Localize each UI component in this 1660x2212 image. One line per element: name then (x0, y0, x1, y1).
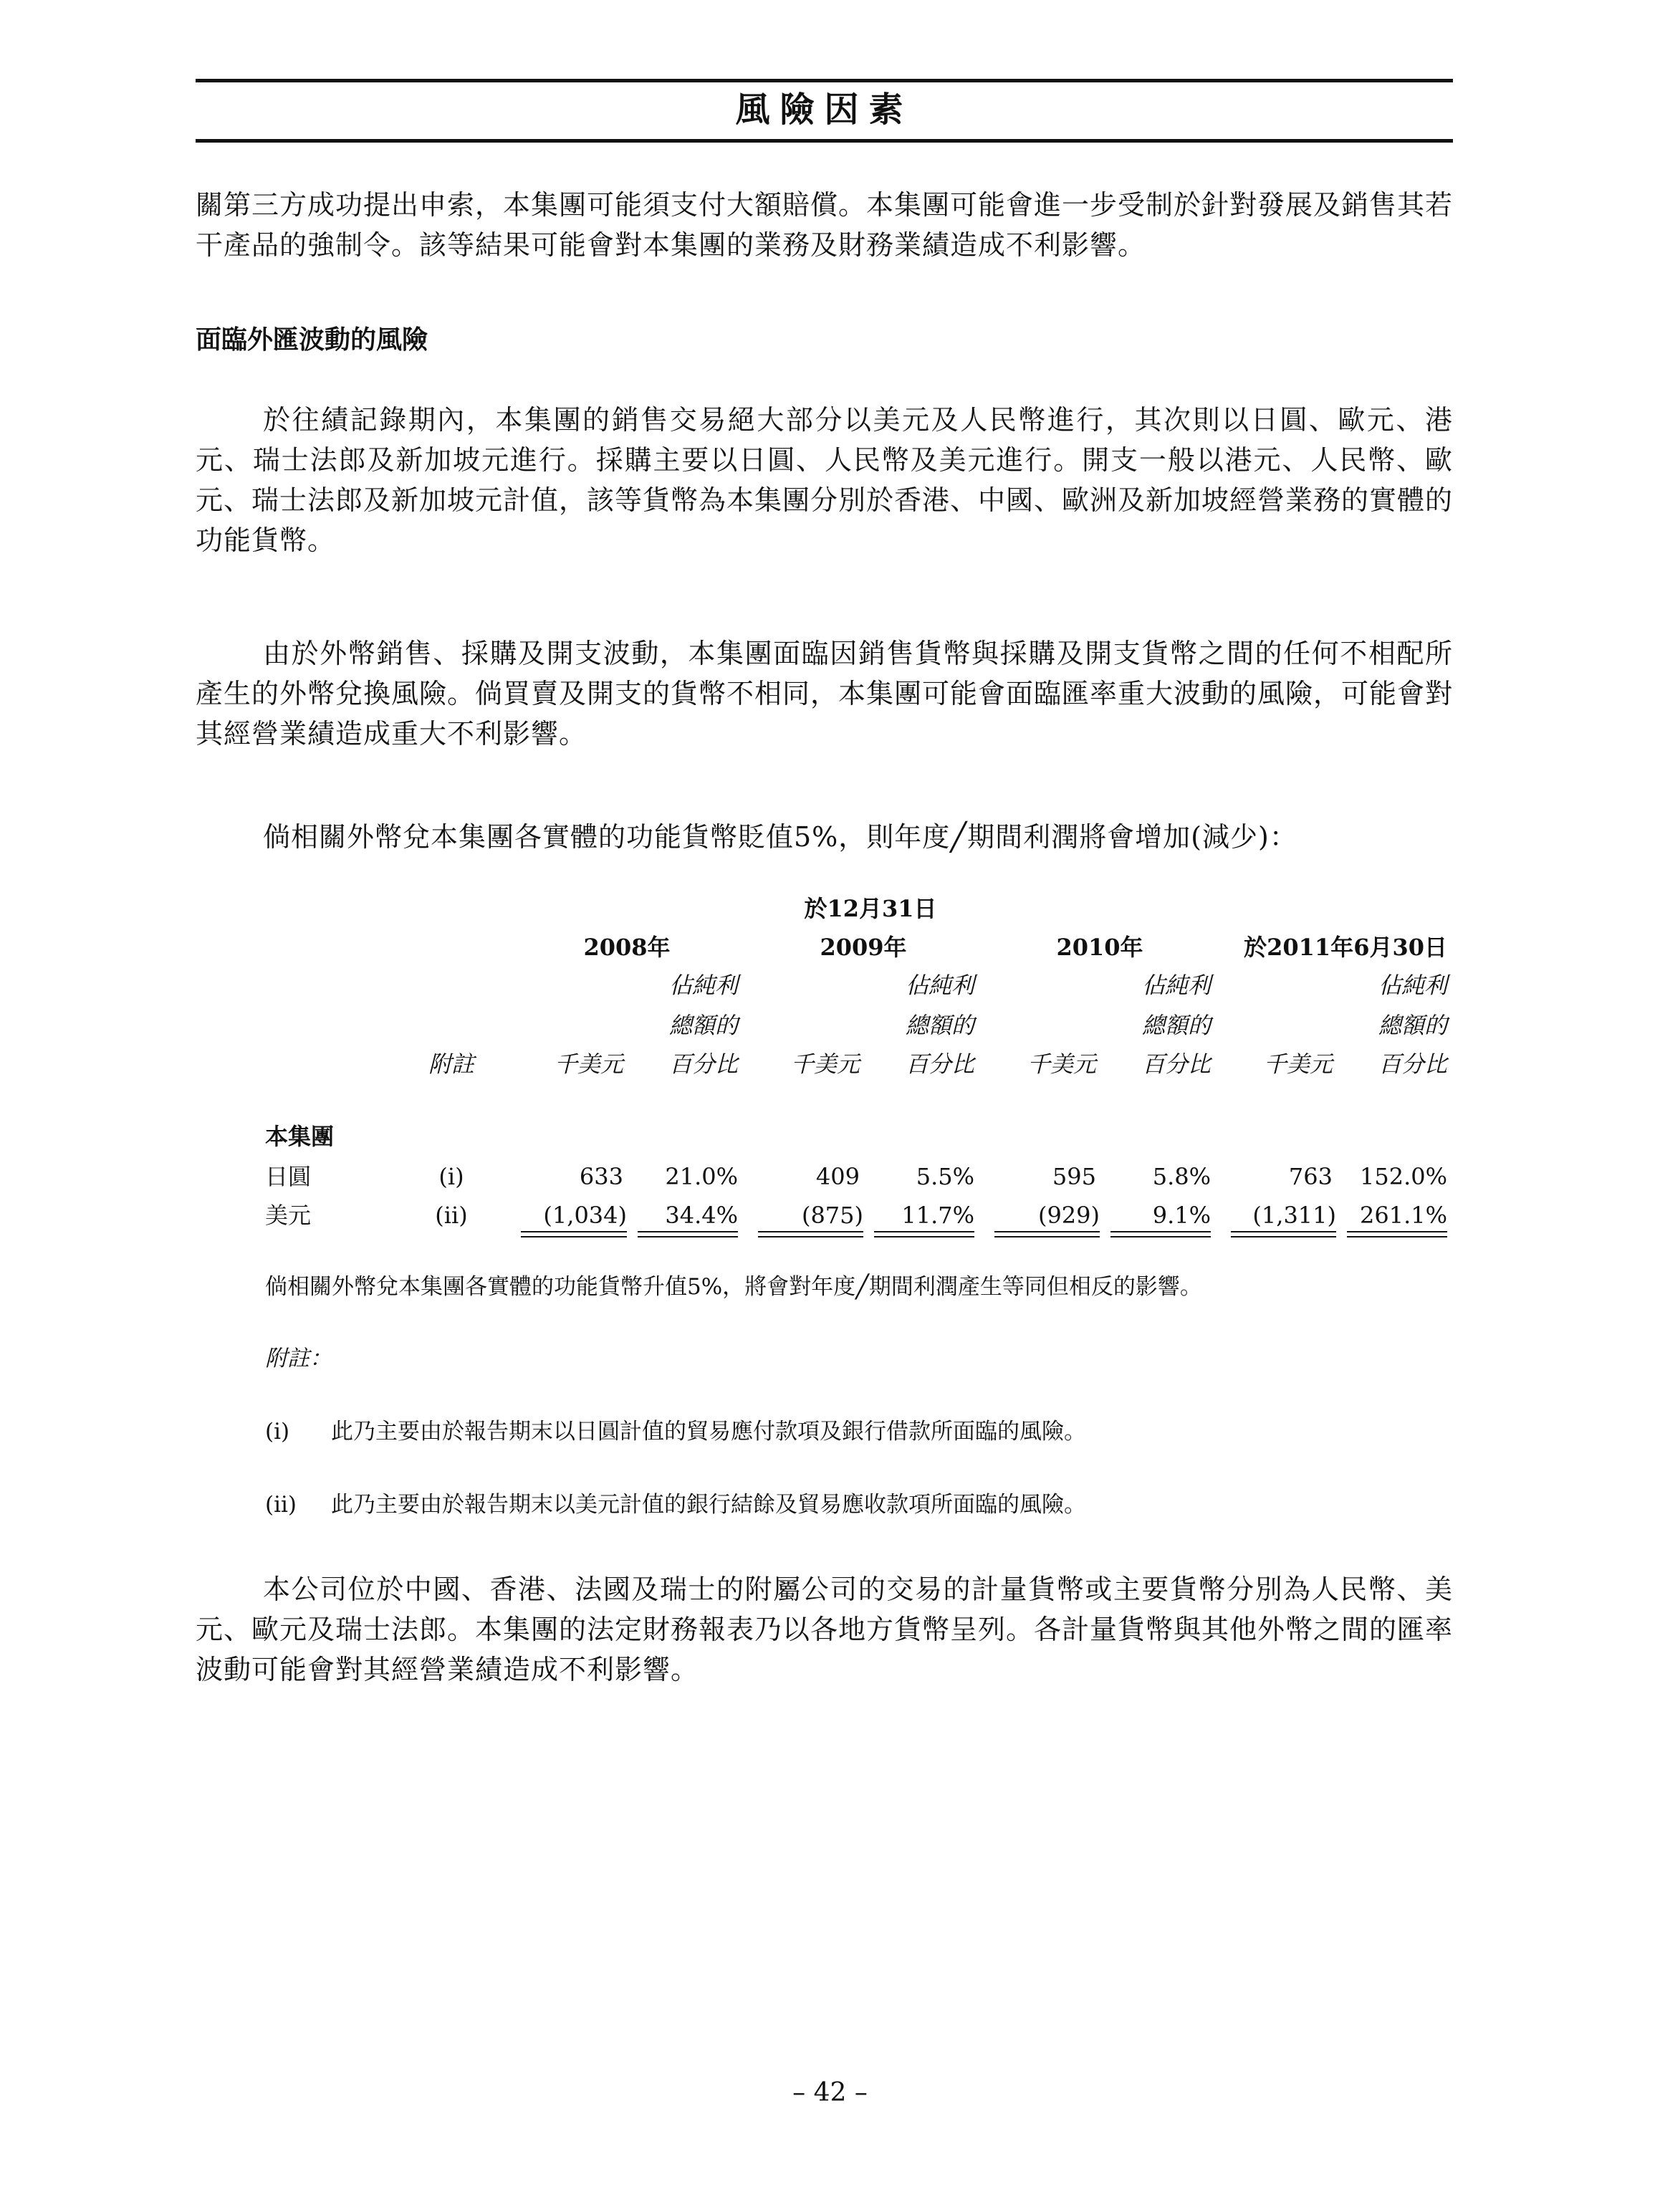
table-cell: 21.0% (665, 1163, 738, 1190)
table-cell: 34.4% (665, 1202, 738, 1229)
page-number: – 42 – (792, 2078, 868, 2107)
paragraph-3: 倘相關外幣兌本集團各實體的功能貨幣貶值5%，則年度╱期間利潤將會增加(減少)： (263, 821, 1297, 853)
table-cell: 9.1% (1152, 1202, 1211, 1229)
period-header-2010: 2010年 (1056, 934, 1143, 961)
table-row-note: (i) (438, 1163, 464, 1190)
notes-title: 附註： (265, 1346, 332, 1371)
total-underline (1347, 1231, 1447, 1232)
table-section-label: 本集團 (265, 1123, 335, 1150)
total-underline (1347, 1236, 1447, 1237)
table-cell: (1,311) (1252, 1202, 1336, 1229)
period-header-2011: 於2011年6月30日 (1244, 934, 1447, 961)
pct-header-line1: 佔純利 (905, 972, 974, 999)
period-header-2008: 2008年 (583, 934, 671, 961)
table-cell: (929) (1037, 1202, 1100, 1229)
pct-header-line3: 百分比 (1141, 1050, 1211, 1078)
table-cell: 11.7% (901, 1202, 974, 1229)
amount-header: 千美元 (1027, 1050, 1096, 1078)
total-underline (1231, 1236, 1336, 1237)
header-rule-top (196, 79, 1453, 82)
note-marker: (ii) (265, 1492, 297, 1518)
total-underline (1231, 1231, 1336, 1232)
table-cell: 595 (1052, 1163, 1096, 1190)
total-underline (1110, 1236, 1211, 1237)
total-underline (994, 1236, 1100, 1237)
final-paragraph: 本公司位於中國、香港、法國及瑞士的附屬公司的交易的計量貨幣或主要貨幣分別為人民幣、美元、歐元及瑞士法郎。本集團的法定財務報表乃以各地方貨幣呈列。各計量貨幣與其他外幣之間的匯率波動可能會對其經營業績造成不利影響。 (196, 1574, 1454, 1685)
note-column-header: 附註 (428, 1050, 474, 1078)
note-text: 此乃主要由於報告期末以日圓計值的貿易應付款項及銀行借款所面臨的風險。 (331, 1419, 1086, 1445)
pct-header-line2: 總額的 (1378, 1012, 1447, 1039)
table-row-note: (ii) (435, 1202, 468, 1229)
note-text: 此乃主要由於報告期末以美元計值的銀行結餘及貿易應收款項所面臨的風險。 (331, 1492, 1086, 1518)
total-underline (994, 1231, 1100, 1232)
period-header-2009: 2009年 (820, 934, 907, 961)
paragraph-2: 由於外幣銷售、採購及開支波動，本集團面臨因銷售貨幣與採購及開支貨幣之間的任何不相配所產生的外幣兌換風險。倘買賣及開支的貨幣不相同，本集團可能會面臨匯率重大波動的風險，可能會對其經營業績造成重大不利影響。 (196, 638, 1454, 750)
total-underline (758, 1236, 863, 1237)
table-cell: (1,034) (543, 1202, 627, 1229)
table-cell: 763 (1288, 1163, 1333, 1190)
pct-header-line3: 百分比 (905, 1050, 974, 1078)
total-underline (638, 1236, 738, 1237)
total-underline (521, 1236, 627, 1237)
pct-header-line3: 百分比 (1378, 1050, 1447, 1078)
amount-header: 千美元 (554, 1050, 623, 1078)
total-underline (874, 1231, 974, 1232)
table-cell: 5.8% (1152, 1163, 1211, 1190)
table-row-label: 日圓 (265, 1163, 312, 1190)
total-underline (521, 1231, 627, 1232)
paragraph-1: 於往績記錄期內，本集團的銷售交易絕大部分以美元及人民幣進行，其次則以日圓、歐元、港元、瑞士法郎及新加坡元進行。採購主要以日圓、人民幣及美元進行。開支一般以港元、人民幣、歐元、瑞士法郎及新加坡元計值，該等貨幣為本集團分別於香港、中國、歐洲及新加坡經營業務的實體的功能貨幣。 (196, 404, 1454, 556)
total-underline (638, 1231, 738, 1232)
note-marker: (i) (265, 1419, 290, 1445)
amount-header: 千美元 (790, 1050, 860, 1078)
page-title: 風險因素 (735, 90, 913, 130)
total-underline (1110, 1231, 1211, 1232)
table-cell: 261.1% (1359, 1202, 1447, 1229)
total-underline (874, 1236, 974, 1237)
table-cell: 409 (815, 1163, 860, 1190)
header-rule-bottom (196, 139, 1453, 143)
table-cell: 633 (579, 1163, 623, 1190)
pct-header-line1: 佔純利 (668, 972, 738, 999)
pct-header-line2: 總額的 (905, 1012, 974, 1039)
section-heading: 面臨外匯波動的風險 (196, 325, 428, 355)
after-table-text: 倘相關外幣兌本集團各實體的功能貨幣升值5%，將會對年度╱期間利潤產生等同但相反的影響。 (265, 1274, 1202, 1300)
intro-paragraph: 關第三方成功提出申索，本集團可能須支付大額賠償。本集團可能會進一步受制於針對發展及銷售其若干產品的強制令。該等結果可能會對本集團的業務及財務業績造成不利影響。 (196, 189, 1454, 261)
table-group-header: 於12月31日 (804, 895, 937, 922)
table-cell: 5.5% (916, 1163, 974, 1190)
pct-header-line1: 佔純利 (1141, 972, 1211, 999)
pct-header-line3: 百分比 (668, 1050, 738, 1078)
pct-header-line2: 總額的 (668, 1012, 738, 1039)
pct-header-line1: 佔純利 (1378, 972, 1447, 999)
table-row-label: 美元 (265, 1202, 312, 1229)
total-underline (758, 1231, 863, 1232)
pct-header-line2: 總額的 (1141, 1012, 1211, 1039)
table-cell: (875) (801, 1202, 863, 1229)
amount-header: 千美元 (1263, 1050, 1333, 1078)
table-cell: 152.0% (1359, 1163, 1447, 1190)
